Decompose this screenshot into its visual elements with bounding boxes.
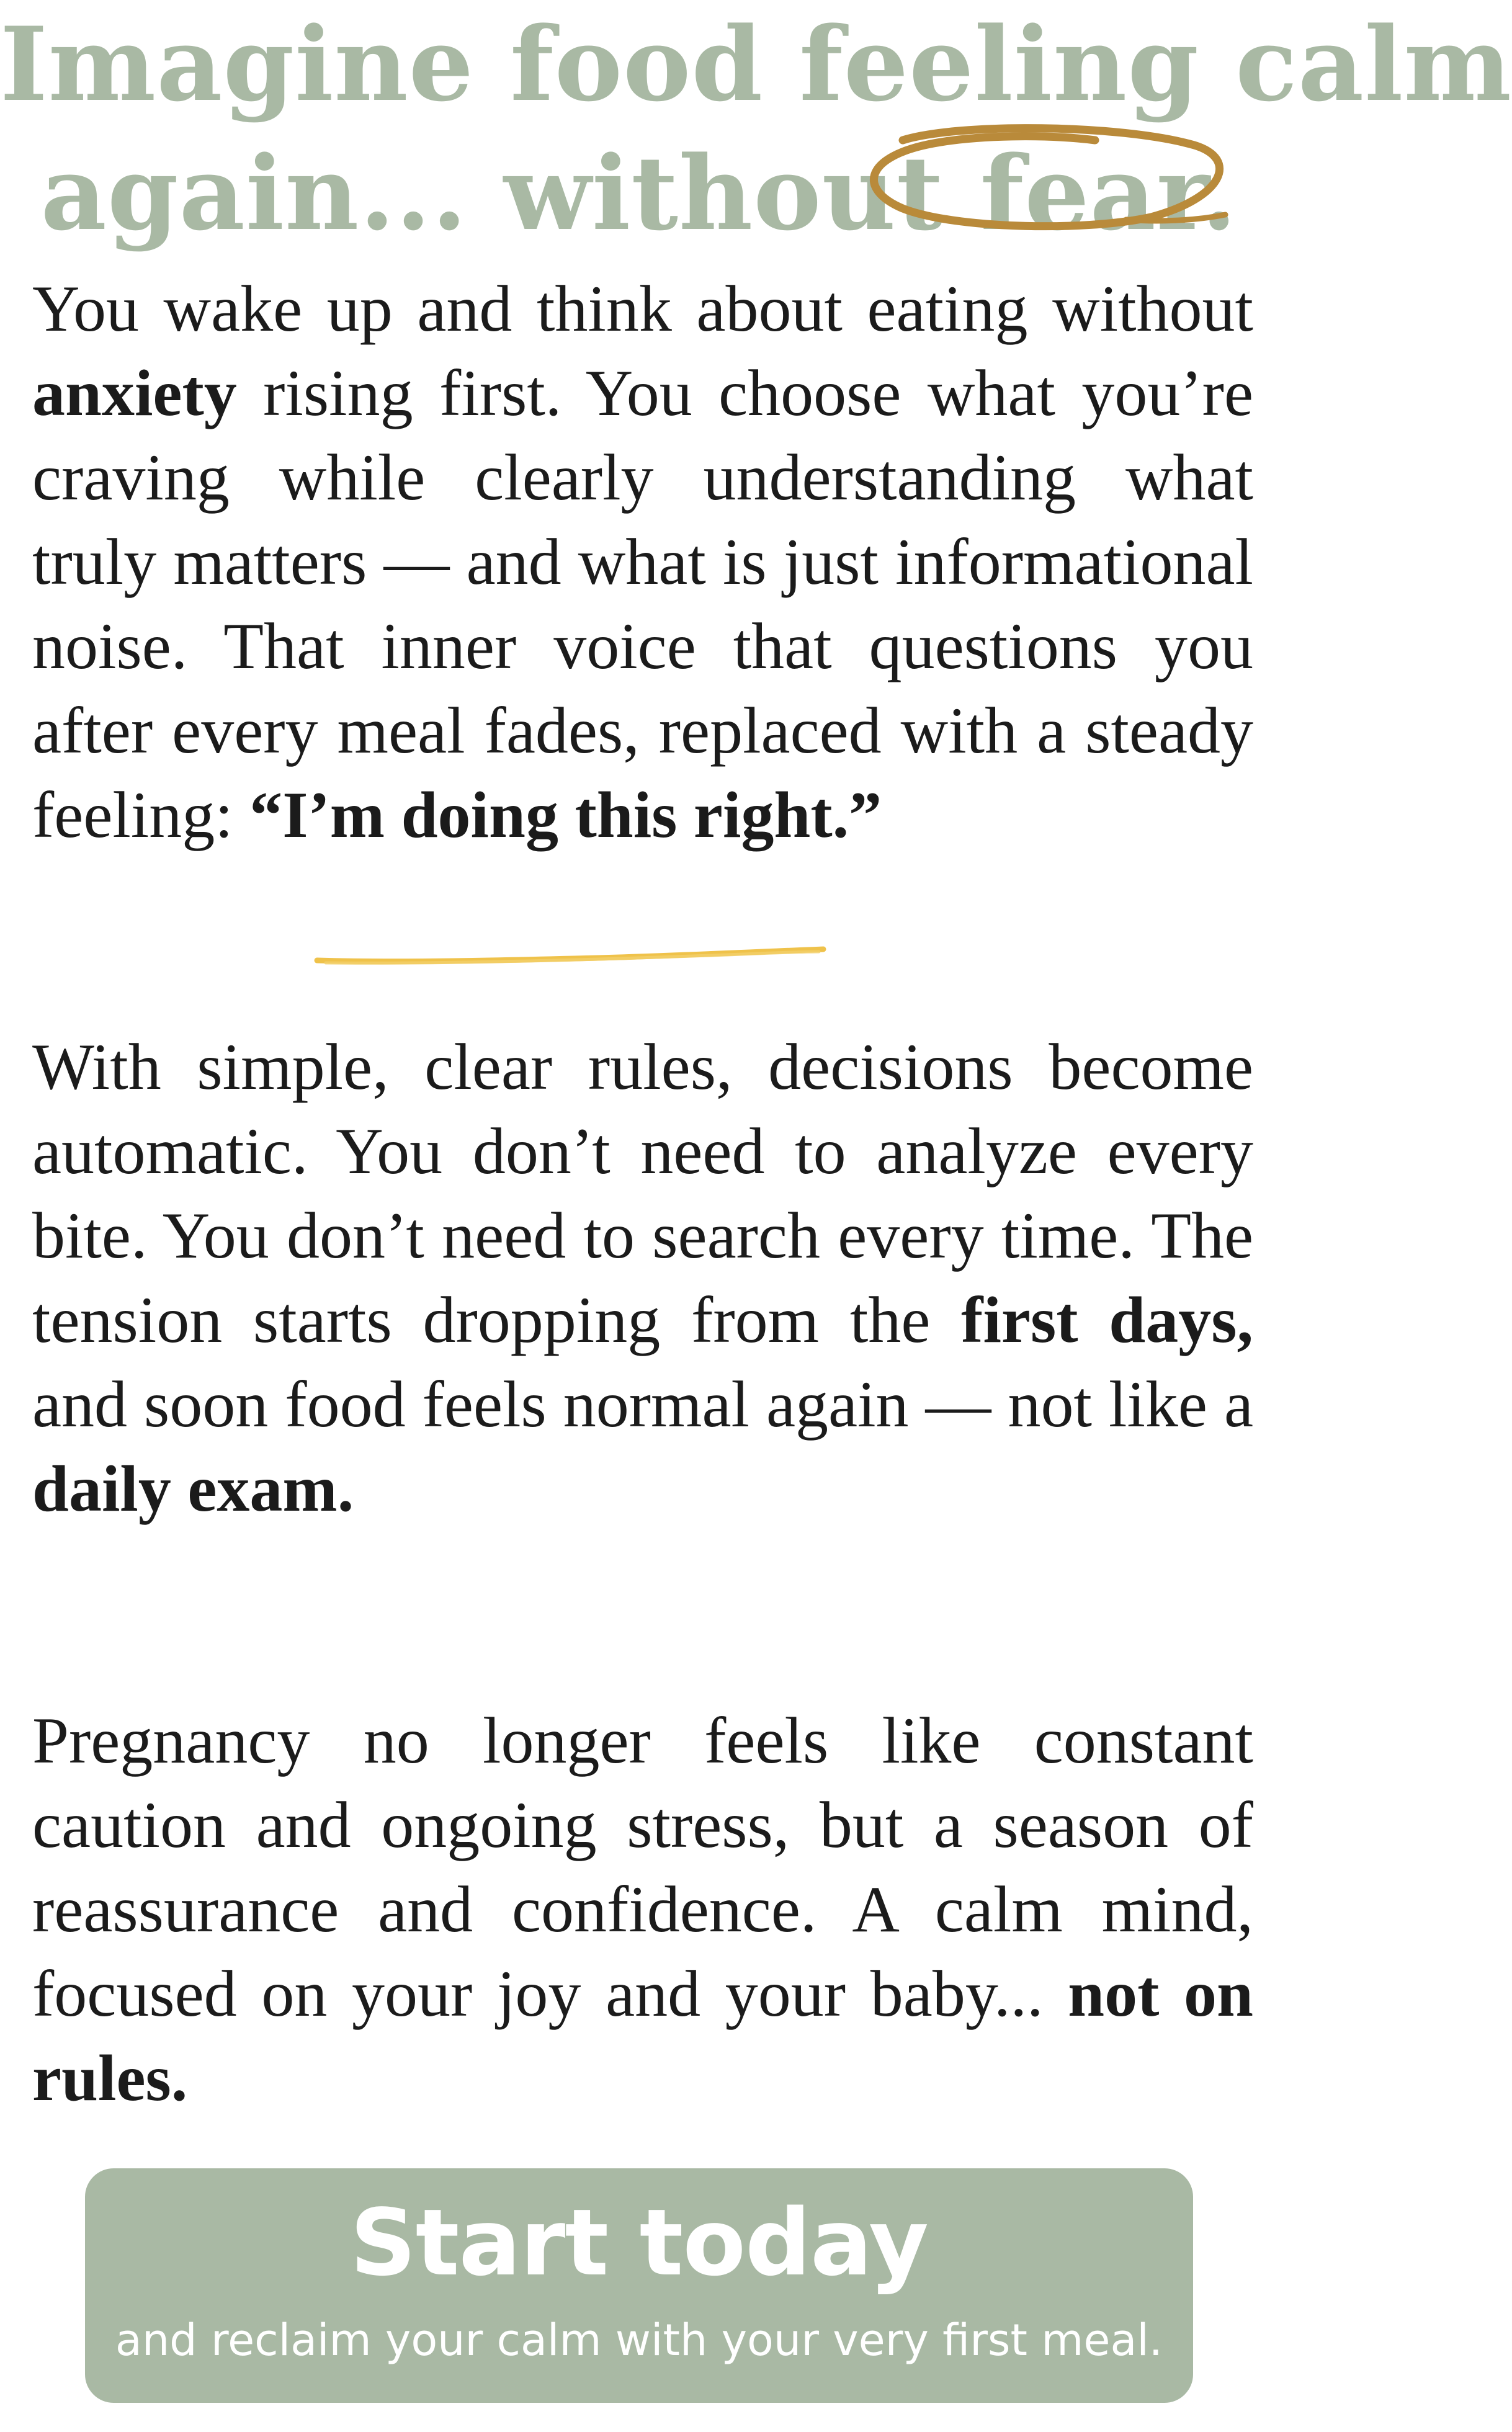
cta-title: Start today xyxy=(350,2189,928,2296)
start-today-button[interactable] xyxy=(85,2168,1193,2403)
p1-text-1: You wake up and think about eating without xyxy=(32,272,1253,345)
headline-line-2-prefix: again... without xyxy=(40,133,980,253)
headline-line-2 xyxy=(0,129,1278,258)
p2-bold-daily-exam: daily exam. xyxy=(32,1452,354,1525)
paragraph-rules xyxy=(32,1025,1253,1531)
p1-bold-anxiety: anxiety xyxy=(32,357,237,429)
p2-text-2: and soon food feels normal again — not like a xyxy=(32,1368,1253,1441)
p3-bold-not-on-rules: not on rules. xyxy=(32,1957,1254,2114)
p1-text-2: rising first. You choose what you’re craving while clearly understanding what truly matters — and what is just informational noise. That inner voice that questions you after every meal fades, replaced with a steady feeling: xyxy=(32,357,1253,851)
headline xyxy=(0,0,1512,258)
p1-bold-quote: “I’m doing this right.” xyxy=(249,779,882,851)
p2-text-1: With simple, clear rules, decisions become automatic. You don’t need to analyze every bite. You don’t need to search every time. The tension starts dropping from the xyxy=(32,1030,1253,1356)
p3-text-1: Pregnancy no longer feels like constant caution and ongoing stress, but a season of reassurance and confidence. A calm mind, focused on your joy and your baby... xyxy=(32,1704,1253,2030)
cta-subtitle: and reclaim your calm with your very first meal. xyxy=(115,2315,1163,2366)
hand-drawn-underline-icon xyxy=(313,944,828,969)
p2-bold-first-days: first days, xyxy=(961,1284,1253,1356)
headline-highlight-word: fear. xyxy=(980,133,1238,253)
paragraph-pregnancy xyxy=(32,1699,1253,2121)
paragraph-intro xyxy=(32,267,1253,857)
headline-line-1: Imagine food feeling calm xyxy=(0,4,1512,124)
